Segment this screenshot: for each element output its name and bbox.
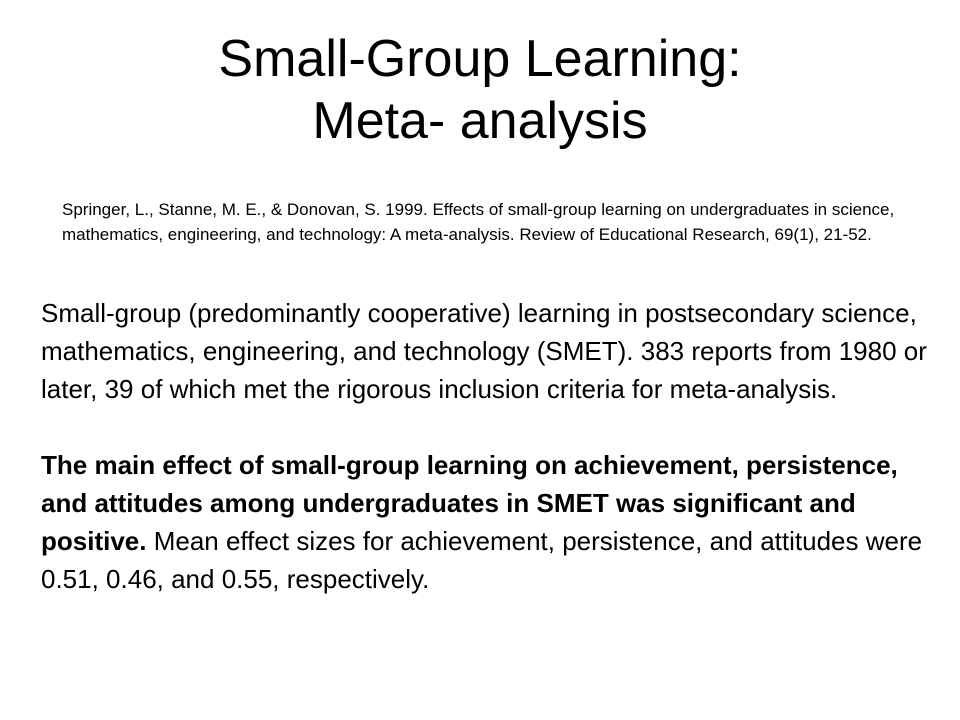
citation-reference: Springer, L., Stanne, M. E., & Donovan, S. 1999. Effects of small-group learning on undergraduates in science, mathematics, engineering, and technology: A meta-analysis. Review of Educational Research, 69(1), 21-52. xyxy=(62,200,895,244)
title-line-1: Small-Group Learning: xyxy=(218,30,742,88)
slide-title xyxy=(0,28,960,152)
findings-bold-statement: The main effect of small-group learning on achievement, persistence, and attitudes among undergraduates in SMET was significant and positive. xyxy=(41,450,898,556)
paragraph-findings xyxy=(41,446,941,598)
body-text xyxy=(41,294,941,598)
findings-effect-sizes: Mean effect sizes for achievement, persistence, and attitudes were 0.51, 0.46, and 0.55, respectively. xyxy=(41,526,923,594)
paragraph-spacer xyxy=(41,408,941,446)
title-line-2: Meta- analysis xyxy=(312,92,648,150)
paragraph-summary: Small-group (predominantly cooperative) learning in postsecondary science, mathematics, engineering, and technology (SMET). 383 reports from 1980 or later, 39 of which met the rigorous inclusion criteria for meta-analysis. xyxy=(41,298,927,404)
